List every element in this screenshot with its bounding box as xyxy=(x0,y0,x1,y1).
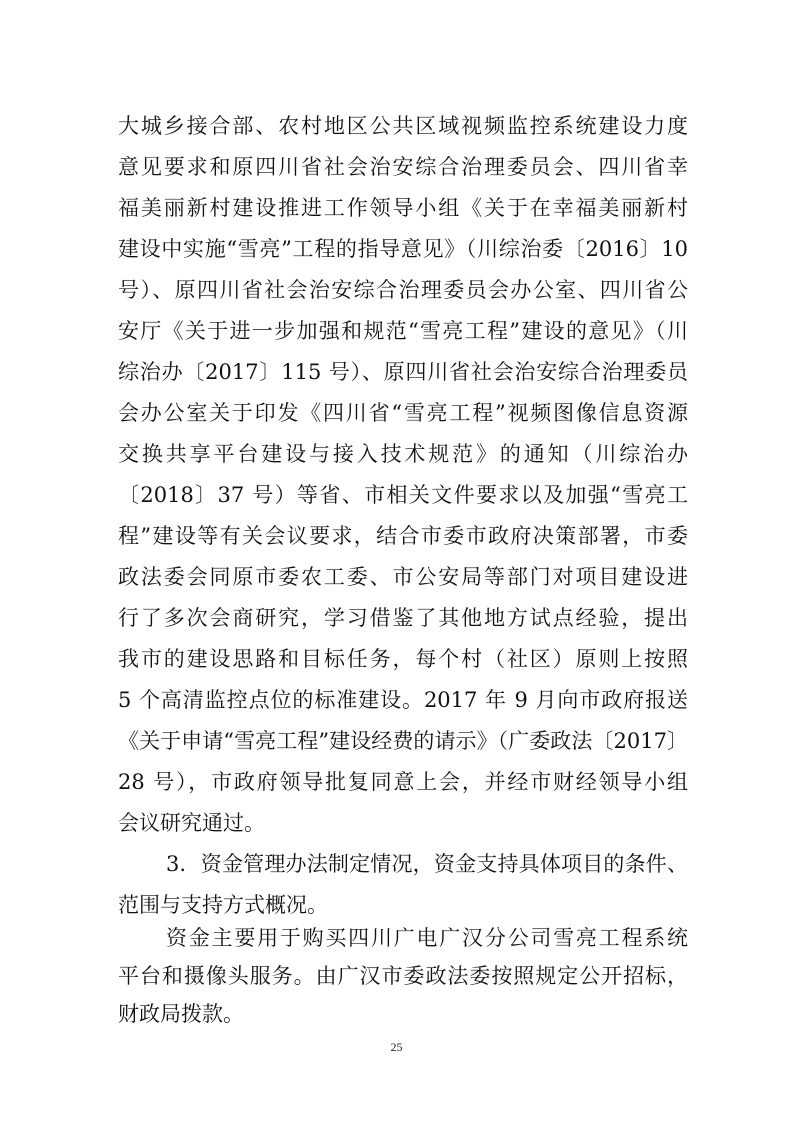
text-line: 政法委会同原市委农工委、市公安局等部门对项目建设进 xyxy=(118,565,688,589)
text-line: 〔2018〕37 号）等省、市相关文件要求以及加强“雪亮工 xyxy=(118,483,688,507)
text-line: 会议研究通过。 xyxy=(118,811,265,835)
section-heading-line: 3．资金管理办法制定情况，资金支持具体项目的条件、 xyxy=(166,852,688,876)
text-line: 资金主要用于购买四川广电广汉分公司雪亮工程系统 xyxy=(166,926,688,950)
text-line: 福美丽新村建设推进工作领导小组《关于在幸福美丽新村 xyxy=(118,196,688,220)
section-heading-line: 范围与支持方式概况。 xyxy=(118,893,328,917)
text-line: 平台和摄像头服务。由广汉市委政法委按照规定公开招标， xyxy=(118,964,688,988)
text-line: 行了多次会商研究，学习借鉴了其他地方试点经验，提出 xyxy=(118,606,688,630)
text-line: 28 号），市政府领导批复同意上会，并经市财经领导小组 xyxy=(118,770,688,794)
text-line: 建设中实施“雪亮”工程的指导意见》（川综治委〔2016〕10 xyxy=(118,237,688,261)
text-line: 意见要求和原四川省社会治安综合治理委员会、四川省幸 xyxy=(118,155,688,179)
text-line: 大城乡接合部、农村地区公共区域视频监控系统建设力度 xyxy=(118,114,688,138)
text-line: 号）、原四川省社会治安综合治理委员会办公室、四川省公 xyxy=(118,278,688,302)
text-line: 安厅《关于进一步加强和规范“雪亮工程”建设的意见》（川 xyxy=(118,319,688,343)
text-line: 会办公室关于印发《四川省“雪亮工程”视频图像信息资源 xyxy=(118,401,688,425)
text-line: 5 个高清监控点位的标准建设。2017 年 9 月向市政府报送 xyxy=(118,688,688,712)
text-line: 《关于申请“雪亮工程”建设经费的请示》（广委政法〔2017〕 xyxy=(118,729,688,753)
page-number: 25 xyxy=(390,1040,403,1054)
text-line: 财政局拨款。 xyxy=(118,1002,244,1026)
text-line: 程”建设等有关会议要求，结合市委市政府决策部署，市委 xyxy=(118,524,688,548)
text-line: 交换共享平台建设与接入技术规范》的通知（川综治办 xyxy=(118,442,688,466)
text-line: 综治办〔2017〕115 号）、原四川省社会治安综合治理委员 xyxy=(118,360,688,384)
text-line: 我市的建设思路和目标任务，每个村（社区）原则上按照 xyxy=(118,647,688,671)
